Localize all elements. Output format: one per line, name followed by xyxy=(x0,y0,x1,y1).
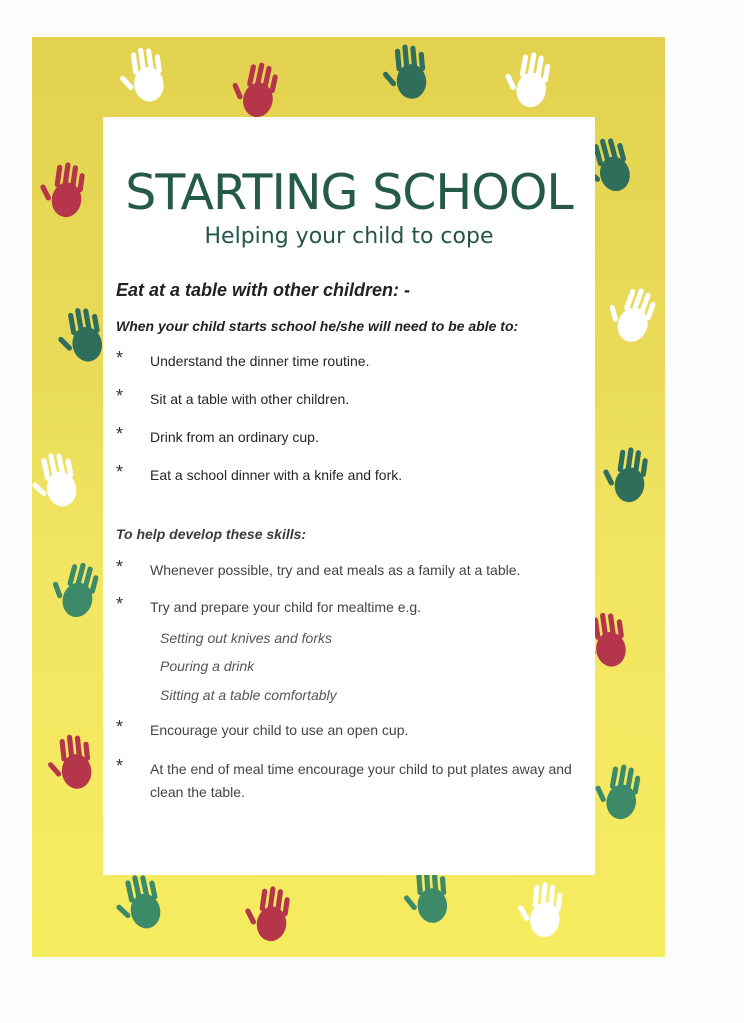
bullet-star-icon: * xyxy=(116,717,124,737)
handprint-icon xyxy=(599,442,659,511)
bullet-star-icon: * xyxy=(116,557,124,577)
handprint-icon xyxy=(515,877,573,944)
handprint-icon xyxy=(241,881,301,950)
example-item: Setting out knives and forks xyxy=(160,630,332,646)
section1-lead: When your child starts school he/she will need to be able to: xyxy=(116,318,519,334)
handprint-icon xyxy=(116,42,176,111)
handprint-icon xyxy=(590,758,652,828)
page-title: STARTING SCHOOL xyxy=(125,164,573,221)
section-heading: Eat at a table with other children: - xyxy=(116,280,411,300)
bullet-star-icon: * xyxy=(116,462,124,482)
bullet-star-icon: * xyxy=(116,424,124,444)
bullet-star-icon: * xyxy=(116,348,124,368)
bullet-star-icon: * xyxy=(116,756,124,776)
example-item: Sitting at a table comfortably xyxy=(160,687,337,703)
example-item: Pouring a drink xyxy=(160,658,255,674)
bullet-star-icon: * xyxy=(116,594,124,614)
handprint-icon xyxy=(45,729,103,796)
bullet-star-icon: * xyxy=(116,386,124,406)
handprint-icon xyxy=(500,46,562,116)
handprint-icon xyxy=(380,40,437,106)
handprint-icon xyxy=(36,157,96,226)
section2-lead: To help develop these skills: xyxy=(116,526,307,542)
page-subtitle: Helping your child to cope xyxy=(204,224,494,249)
